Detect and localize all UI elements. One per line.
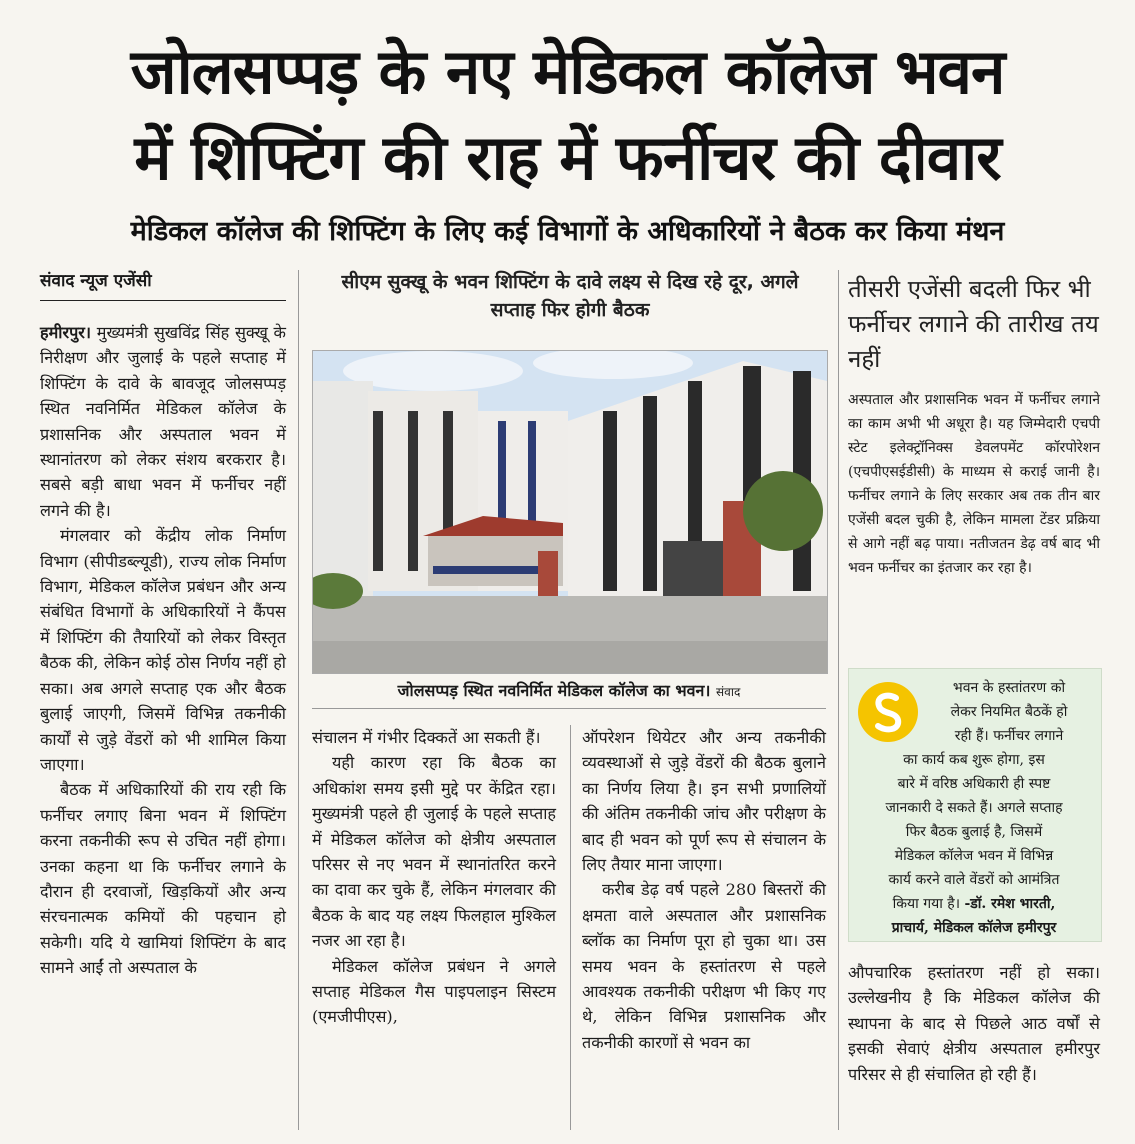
col1-paragraph-1	[40, 320, 286, 523]
col2-paragraph-2: यही कारण रहा कि बैठक का अधिकांश समय इसी मुद्दे पर केंद्रित रहा। मुख्यमंत्री पहले ही जुलाई के पहले सप्ताह में मेडिकल कॉलेज को क्षेत्रीय अस्पताल परिसर से नए भवन में स्थानांतरित करने का दावा कर चुके हैं, लेकिन मंगलवार की बैठक के बाद यह लक्ष्य फिलहाल मुश्किल नजर आ रहा है।	[312, 753, 556, 951]
quote-line: कार्य करने वाले वेंडरों को आमंत्रित	[888, 872, 1060, 888]
col3-paragraph-1: ऑपरेशन थियेटर और अन्य तकनीकी व्यवस्थाओं से जुड़े वेंडरों की बैठक बुलाने का निर्णय लिया है। इन सभी प्रणालियों की अंतिम तकनीकी जांच और परीक्षण के बाद ही भवन को पूर्ण रूप से संचालन के लिए तैयार माना जाएगा।	[582, 728, 826, 875]
col1-paragraph-1-text: मुख्यमंत्री सुखविंद्र सिंह सुक्खू के निरीक्षण और जुलाई के पहले सप्ताह में शिफ्टिंग के दावे के बावजूद जोलसप्पड़ स्थित नवनिर्मित मेडिकल कॉलेज के प्रशासनिक और अस्पताल भवन में स्थानांतरण को लेकर संशय बरकरार है। सबसे बड़ी बाधा भवन में फर्नीचर नहीं लगने की है।	[40, 323, 286, 520]
kicker: सीएम सुक्खू के भवन शिफ्टिंग के दावे लक्ष्य से दिख रहे दूर, अगले सप्ताह फिर होगी बैठक	[341, 271, 799, 321]
photo-credit: संवाद	[716, 685, 741, 699]
quote-line: जानकारी दे सकते हैं। अगले सप्ताह	[885, 800, 1063, 816]
col1-paragraph-3: बैठक में अधिकारियों की राय रही कि फर्नीचर लगाए बिना भवन में शिफ्टिंग करना तकनीकी रूप से उचित नहीं होगा। उनका कहना था कि फर्नीचर लगाने के दौरान ही दरवाजों, खिड़कियों और अन्य संरचनात्मक कमियों की पहचान हो सकेगी। यदि ये खामियां शिफ्टिंग के बाद सामने आईं तो अस्पताल के	[40, 780, 286, 978]
column-divider-1	[298, 270, 299, 1130]
headline-line-2: में शिफ्टिंग की राह में फर्नीचर की दीवार	[134, 121, 1001, 194]
article-column-1	[40, 320, 286, 981]
quote-signature-title: प्राचार्य, मेडिकल कॉलेज हमीरपुर	[891, 920, 1057, 936]
quote-line: बारे में वरिष्ठ अधिकारी ही स्पष्ट	[897, 776, 1051, 792]
quote-signature-name: -डॉ. रमेश भारती,	[964, 896, 1056, 912]
college-building-photo	[312, 350, 828, 674]
sidebar-heading: तीसरी एजेंसी बदली फिर भी फर्नीचर लगाने की तारीख तय नहीं	[848, 275, 1099, 373]
col2-paragraph-1: संचालन में गंभीर दिक्कतें आ सकती हैं।	[312, 728, 541, 747]
quote-line: लेकर नियमित बैठकें हो	[950, 704, 1068, 720]
col2-paragraph-3: मेडिकल कॉलेज प्रबंधन ने अगले सप्ताह मेडिकल गैस पाइपलाइन सिस्टम (एमजीपीएस),	[312, 956, 556, 1027]
quote-text	[852, 676, 1096, 940]
col3-paragraph-2: करीब डेढ़ वर्ष पहले 280 बिस्तरों की क्षमता वाले अस्पताल और प्रशासनिक ब्लॉक का निर्माण पूरा हो चुका था। उस समय भवन के हस्तांतरण से पहले आवश्यक तकनीकी परीक्षण भी किए गए थे, लेकिन विभिन्न प्रशासनिक और तकनीकी कारणों से भवन का	[582, 880, 826, 1052]
article-column-2	[312, 725, 556, 1030]
sidebar-continuation	[848, 960, 1100, 1087]
column-divider-3	[838, 270, 839, 1130]
college-building-photo-illustration	[313, 351, 827, 673]
column-divider-2	[570, 725, 571, 1130]
subheadline: मेडिकल कॉलेज की शिफ्टिंग के लिए कई विभागों के अधिकारियों ने बैठक कर किया मंथन	[130, 216, 1005, 247]
caption-rule	[312, 708, 826, 709]
dateline-place: हमीरपुर।	[40, 323, 92, 342]
article-column-3	[582, 725, 826, 1055]
photo-caption	[312, 678, 826, 705]
photo-caption-text: जोलसप्पड़ स्थित नवनिर्मित मेडिकल कॉलेज का भवन।	[397, 681, 711, 700]
quote-line: का कार्य कब शुरू होगा, इस	[903, 752, 1045, 768]
quote-line: किया गया है।	[892, 896, 961, 912]
byline: संवाद न्यूज एजेंसी	[40, 271, 152, 291]
col1-paragraph-2: मंगलवार को केंद्रीय लोक निर्माण विभाग (सीपीडब्ल्यूडी), राज्य लोक निर्माण विभाग, मेडिकल कॉलेज प्रबंधन और अन्य संबंधित विभागों के अधिकारियों ने कैंपस में शिफ्टिंग की तैयारियों को लेकर विस्तृत बैठक की, लेकिन कोई ठोस निर्णय नहीं हो सका। अब अगले सप्ताह एक और बैठक बुलाई जाएगी, जिसमें विभिन्न तकनीकी कार्यों से जुड़े वेंडरों को भी शामिल किया जाएगा।	[40, 526, 286, 774]
headline-line-1: जोलसप्पड़ के नए मेडिकल कॉलेज भवन	[130, 35, 1005, 108]
quote-line: फिर बैठक बुलाई है, जिसमें	[905, 824, 1043, 840]
sidebar-body: अस्पताल और प्रशासनिक भवन में फर्नीचर लगाने का काम अभी भी अधूरा है। यह जिम्मेदारी एचपी स्टेट इलेक्ट्रॉनिक्स डेवलपमेंट कॉरपोरेशन (एचपीएसईडीसी) के माध्यम से कराई जानी है। फर्नीचर लगाने के लिए सरकार अब तक तीन बार एजेंसी बदल चुकी है, लेकिन मामला टेंडर प्रक्रिया से आगे नहीं बढ़ पाया। नतीजतन डेढ़ वर्ष बाद भी भवन फर्नीचर का इंतजार कर रहा है।	[848, 392, 1100, 576]
continuation-paragraph: औपचारिक हस्तांतरण नहीं हो सका। उल्लेखनीय है कि मेडिकल कॉलेज की स्थापना के बाद से पिछले आठ वर्षों से इसकी सेवाएं क्षेत्रीय अस्पताल हमीरपुर परिसर से ही संचालित हो रही हैं।	[848, 963, 1100, 1084]
quote-line: भवन के हस्तांतरण को	[952, 680, 1066, 696]
quote-line: मेडिकल कॉलेज भवन में विभिन्न	[894, 848, 1054, 864]
quote-line: रही हैं। फर्नीचर लगाने	[954, 728, 1064, 744]
byline-rule	[40, 300, 286, 301]
